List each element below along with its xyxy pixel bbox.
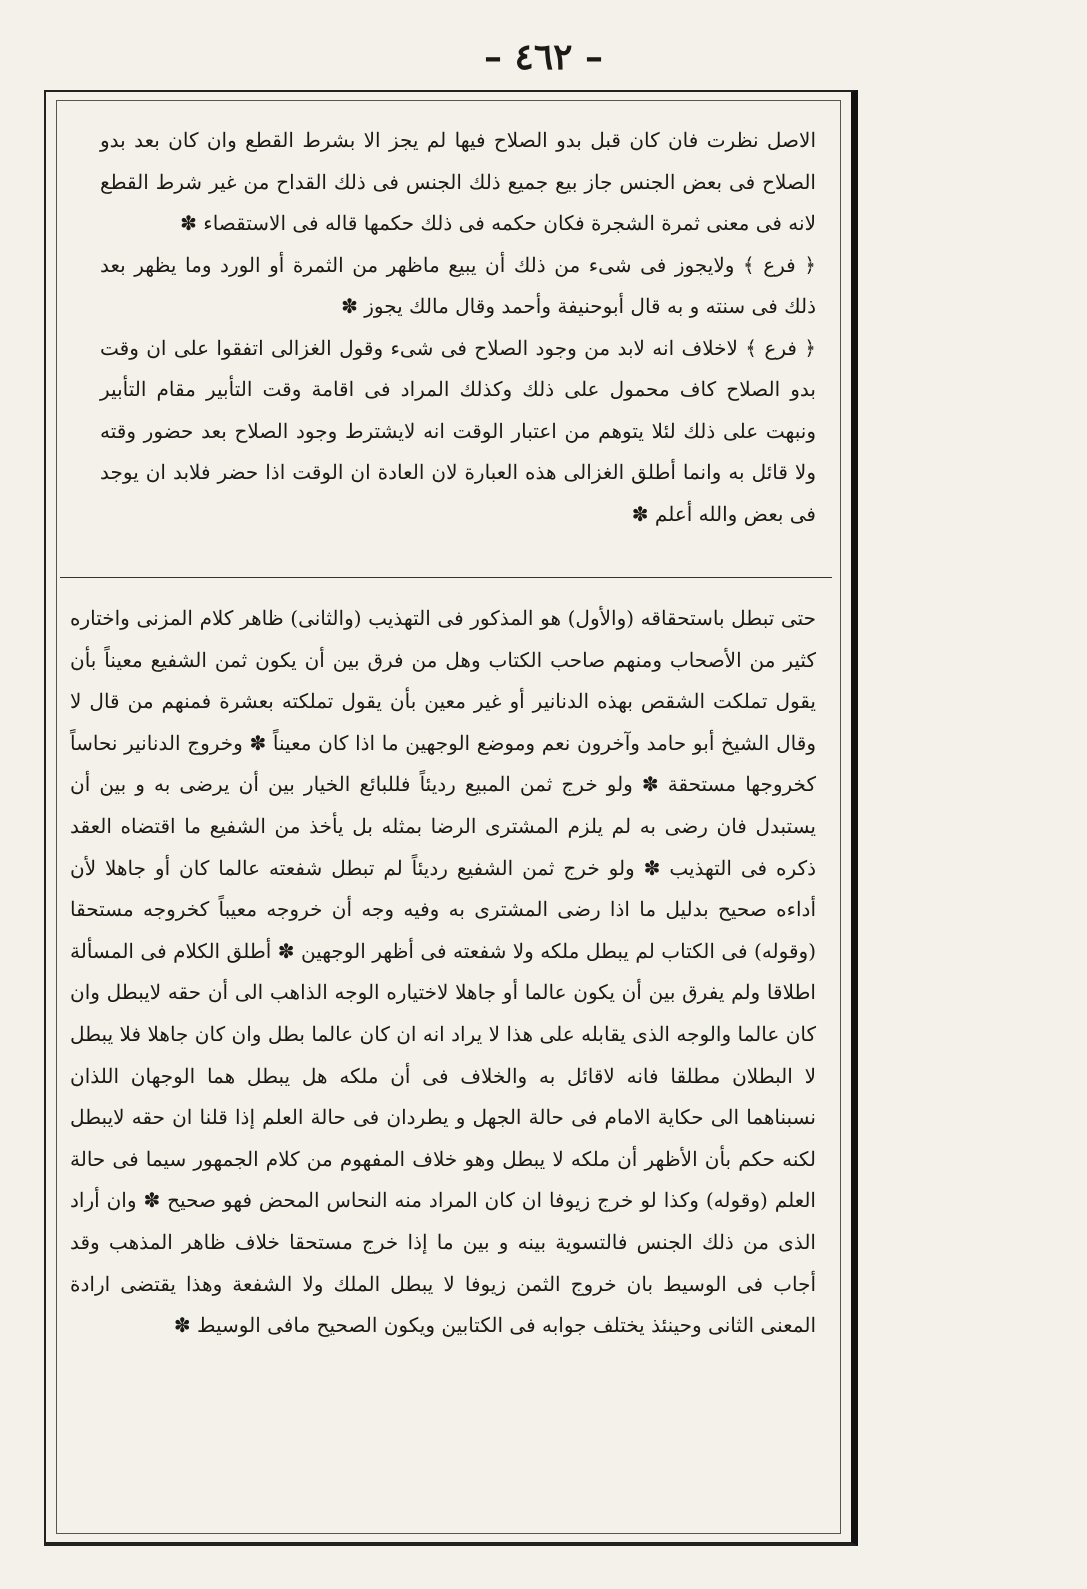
upper-paragraph-far: ﴿ فرع ﴾ ولايجوز فى شىء من ذلك أن يبيع ماظهر من الثمرة أو الورد وما يظهر بعد ذلك فى سنته و به قال أبوحنيفة وأحمد وقال مالك يجوز ✽ — [100, 252, 816, 318]
upper-text-section — [100, 120, 816, 535]
lower-paragraph: حتى تبطل باستحقاقه (والأول) هو المذكور فى التهذيب (والثانى) ظاهر كلام المزنى واختاره كثير من الأصحاب ومنهم صاحب الكتاب وهل من فرق بين أن يكون ثمن الشفيع معيناً بأن يقول تملكت الشقص بهذه الدنانير أو غير معين بأن يقول تملكته بعشرة فمنهم من قال لا وقال الشيخ أبو حامد وآخرون نعم وموضع الوجهين ما اذا كان معيناً ✽ وخروج الدنانير نحاساً كخروجها مستحقة ✽ ولو خرج ثمن المبيع رديئاً فللبائع الخيار بين أن يرضى به و بين أن يستبدل فان رضى به لم يلزم المشترى الرضا بمثله بل يأخذ من الشفيع ما اقتضاه العقد ذكره فى التهذيب ✽ ولو خرج ثمن الشفيع رديئاً لم تبطل شفعته عالما كان أو جاهلا لأن أداءه صحيح بدليل ما اذا رضى المشترى به وفيه وجه أن خروجه معيباً كخروجه مستحقا (وقوله) فى الكتاب لم يبطل ملكه ولا شفعته فى أظهر الوجهين ✽ أطلق الكلام فى المسألة اطلاقا ولم يفرق بين أن يكون عالما أو جاهلا لاختياره الوجه الذاهب الى أن حقه لايبطل وان كان عالما والوجه الذى يقابله على هذا لا يراد انه ان كان عالما بطل وان كان جاهلا فلا يبطل لا البطلان مطلقا فانه لاقائل به والخلاف فى أن ملكه هل يبطل هما الوجهان اللذان نسبناهما الى حكاية الامام فى حالة الجهل و يطردان فى حالة العلم إذا قلنا ان حقه لايبطل لكنه حكم بأن الأظهر أن ملكه لا يبطل وهو خلاف المفهوم من كلام الجمهور سيما فى حالة العلم (وقوله) وكذا لو خرج زيوفا ان كان المراد منه النحاس المحض فهو صحيح ✽ وان أراد الذى من ذلك الجنس فالتسوية بينه و بين ما إذا خرج مستحقا خلاف ظاهر المذهب وقد أجاب فى الوسيط بان خروج الثمن زيوفا لا يبطل الملك ولا الشفعة وهذا يقتضى ارادة المعنى الثانى وحينئذ يختلف جوابه فى الكتابين ويكون الصحيح مافى الوسيط ✽ — [70, 606, 816, 1338]
upper-paragraph: الاصل نظرت فان كان قبل بدو الصلاح فيها لم يجز الا بشرط القطع وان كان بعد بدو الصلاح فى بعض الجنس جاز بيع جميع ذلك الجنس فى ذلك القداح من غير شرط القطع لانه فى معنى ثمرة الشجرة فكان حكمه فى ذلك حكمها قاله فى الاستقصاء ✽ — [100, 128, 816, 235]
section-divider — [60, 577, 832, 578]
upper-paragraph-far: ﴿ فرع ﴾ لاخلاف انه لابد من وجود الصلاح فى شىء وقول الغزالى اتفقوا على ان وقت بدو الصلاح كاف محمول على ذلك وكذلك المراد فى اقامة وقت التأبير مقام التأبير ونبهت على ذلك لئلا يتوهم من اعتبار الوقت انه لايشترط وجود الصلاح بعد حضور وقته ولا قائل به وانما أطلق الغزالى هذه العبارة لان العادة ان الوقت اذا حضر فلابد ان يوجد فى بعض والله أعلم ✽ — [100, 335, 816, 526]
page-number: – ٤٦٢ – — [483, 36, 604, 78]
lower-text-section — [70, 598, 816, 1347]
